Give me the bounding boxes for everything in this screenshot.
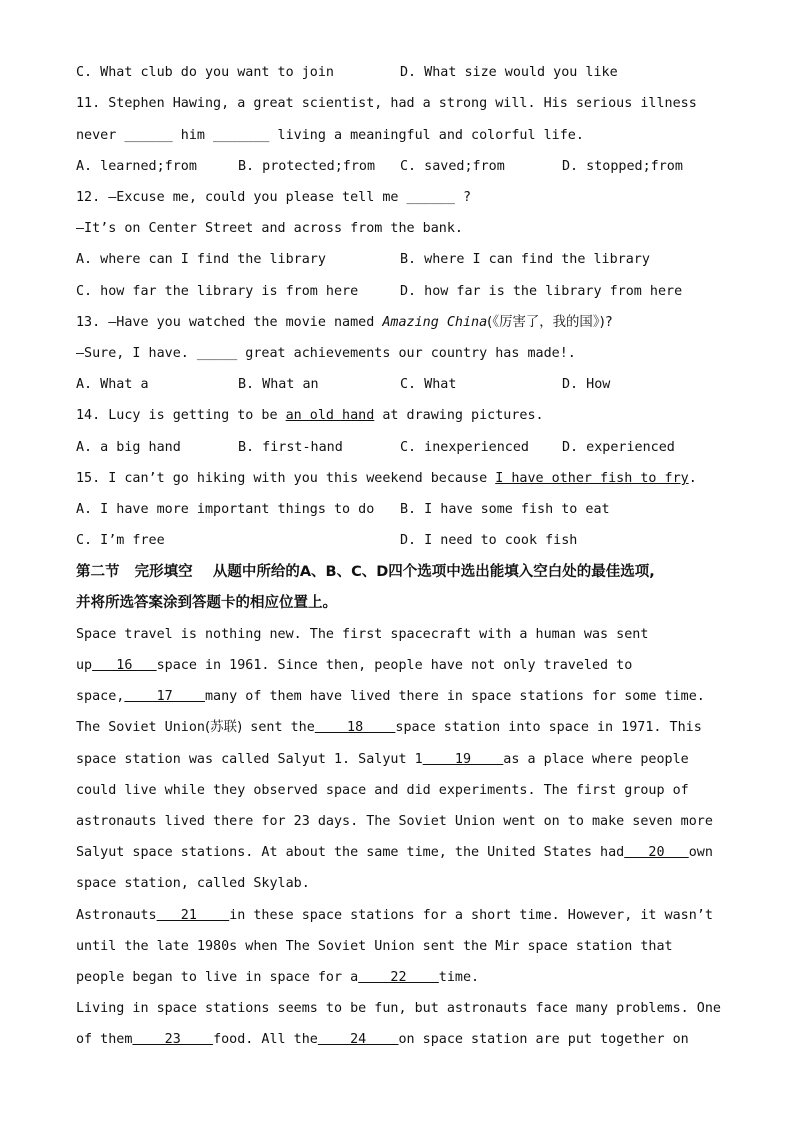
passage-p2-line2: until the late 1980s when The Soviet Union sent the Mir space station that: [76, 939, 673, 954]
q15-options-row2: [76, 531, 724, 551]
text-segment: in these space stations for a short time. However, it wasn’t: [229, 908, 713, 923]
passage-p1-line1: Space travel is nothing new. The first spacecraft with a human was sent: [76, 627, 649, 642]
text-segment: as a place where people: [503, 752, 689, 767]
q11-stem-line2: never ______ him _______ living a meaningful and colorful life.: [76, 128, 584, 143]
q10-options-row: [76, 63, 724, 83]
text-segment: space,: [76, 689, 125, 704]
q13-stem-line1: [76, 313, 724, 333]
q14-option-d: D. experienced: [562, 440, 675, 455]
q11-option-d: D. stopped;from: [562, 159, 683, 174]
text-segment: time.: [438, 970, 480, 985]
q15-option-c: C. I’m free: [76, 533, 165, 548]
q15-option-a: A. I have more important things to do: [76, 502, 375, 517]
q14-option-c: C. inexperienced: [400, 440, 529, 455]
blank-20: 20: [624, 845, 689, 860]
q13-option-b: B. What an: [238, 377, 319, 392]
passage-p1-line6: could live while they observed space and did experiments. The first group of: [76, 783, 689, 798]
q13-option-a: A. What a: [76, 377, 149, 392]
passage-p2-line1: [76, 906, 724, 926]
passage-p1-line5: [76, 750, 724, 770]
q13-stem-line2: —Sure, I have. _____ great achievements our country has made!.: [76, 346, 576, 361]
passage-p1-line8: [76, 843, 724, 863]
q14-options-row: [76, 438, 724, 458]
text-segment: up: [76, 658, 93, 673]
q13-suffix: ?: [604, 315, 613, 330]
text-segment: space station was called Salyut 1. Salyut 1: [76, 752, 423, 767]
q15-stem: [76, 469, 724, 489]
q13-option-c: C. What: [400, 377, 457, 392]
text-segment: of them: [76, 1032, 133, 1047]
q15-underlined-phrase: I have other fish to fry: [495, 471, 689, 486]
blank-18: 18: [314, 720, 396, 735]
section-heading-line2: 并将所选答案涂到答题卡的相应位置上。: [76, 595, 337, 611]
passage-p1-line2: [76, 656, 724, 676]
q13-movie-title: Amazing China: [382, 315, 488, 330]
q14-suffix: at drawing pictures.: [374, 408, 544, 423]
q13-prefix: 13. —Have you watched the movie named: [76, 315, 383, 330]
passage-p2-line3: [76, 968, 724, 988]
blank-24: 24: [317, 1032, 399, 1047]
text-segment: on space station are put together on: [398, 1032, 689, 1047]
text-segment: Salyut space stations. At about the same time, the United States had: [76, 845, 625, 860]
q14-prefix: 14. Lucy is getting to be: [76, 408, 286, 423]
blank-16: 16: [92, 658, 157, 673]
text-segment: own: [688, 845, 713, 860]
text-segment: people began to live in space for a: [76, 970, 359, 985]
q14-option-a: A. a big hand: [76, 440, 181, 455]
q11-options-row: [76, 157, 724, 177]
q13-chinese-title: (《厉害了，我的国》): [487, 315, 605, 330]
passage-p1-line3: [76, 687, 724, 707]
q11-option-c: C. saved;from: [400, 159, 505, 174]
text-segment: many of them have lived there in space stations for some time.: [205, 689, 705, 704]
text-segment: food. All the: [213, 1032, 318, 1047]
passage-p1-line9: space station, called Skylab.: [76, 876, 310, 891]
section-heading-line1: 第二节 完形填空 从题中所给的A、B、C、D四个选项中选出能填入空白处的最佳选项,: [76, 564, 655, 580]
q15-suffix: .: [688, 471, 697, 486]
q13-options-row: [76, 375, 724, 395]
q12-options-row2: [76, 282, 724, 302]
text-segment: sent the: [242, 720, 315, 735]
text-segment: The Soviet Union: [76, 720, 205, 735]
q15-option-d: D. I need to cook fish: [400, 533, 578, 548]
q15-prefix: 15. I can’t go hiking with you this weekend because: [76, 471, 496, 486]
q12-option-a: A. where can I find the library: [76, 252, 326, 267]
passage-p3-line1: Living in space stations seems to be fun, but astronauts face many problems. One: [76, 1001, 721, 1016]
q12-option-c: C. how far the library is from here: [76, 284, 359, 299]
q11-option-a: A. learned;from: [76, 159, 197, 174]
blank-17: 17: [124, 689, 205, 704]
passage-p3-line2: [76, 1030, 724, 1050]
q12-stem-line1: 12. —Excuse me, could you please tell me ______ ?: [76, 190, 472, 205]
q12-options-row1: [76, 250, 724, 270]
q11-stem-line1: 11. Stephen Hawing, a great scientist, had a strong will. His serious illness: [76, 96, 697, 111]
text-segment: space station into space in 1971. This: [395, 720, 702, 735]
passage-p1-line7: astronauts lived there for 23 days. The Soviet Union went on to make seven more: [76, 814, 713, 829]
q12-stem-line2: —It’s on Center Street and across from the bank.: [76, 221, 463, 236]
blank-19: 19: [422, 752, 504, 767]
q14-stem: [76, 406, 724, 426]
blank-22: 22: [358, 970, 439, 985]
q15-options-row1: [76, 500, 724, 520]
q14-option-b: B. first-hand: [238, 440, 343, 455]
blank-21: 21: [156, 908, 230, 923]
chinese-gloss: (苏联): [205, 720, 243, 735]
q12-option-d: D. how far is the library from here: [400, 284, 683, 299]
passage-p1-line4: [76, 718, 724, 738]
q10-option-c: C. What club do you want to join: [76, 65, 334, 80]
q14-underlined-phrase: an old hand: [285, 408, 375, 423]
q13-option-d: D. How: [562, 377, 611, 392]
q15-option-b: B. I have some fish to eat: [400, 502, 610, 517]
q10-option-d: D. What size would you like: [400, 65, 618, 80]
blank-23: 23: [132, 1032, 214, 1047]
q11-option-b: B. protected;from: [238, 159, 376, 174]
q12-option-b: B. where I can find the library: [400, 252, 650, 267]
text-segment: Astronauts: [76, 908, 157, 923]
text-segment: space in 1961. Since then, people have not only traveled to: [156, 658, 633, 673]
